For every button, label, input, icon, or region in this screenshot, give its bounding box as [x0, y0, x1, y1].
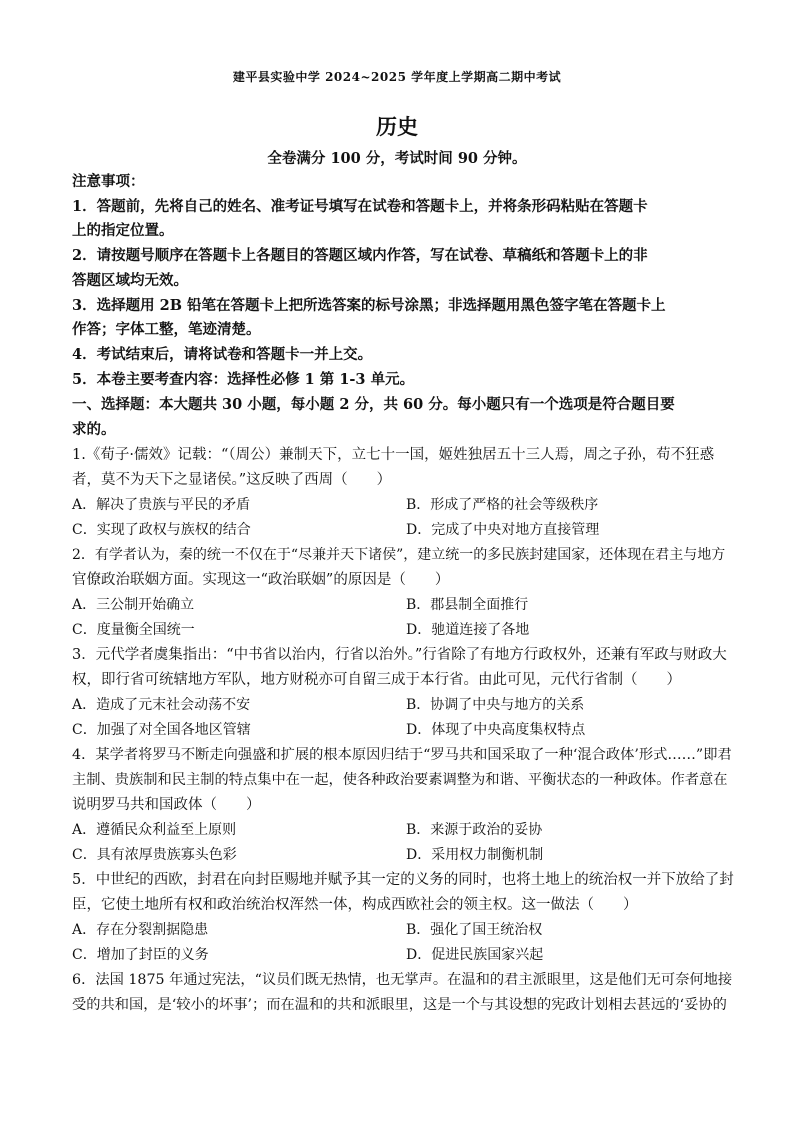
- note-line: 5．本卷主要考查内容：选择性必修 1 第 1-3 单元。: [72, 371, 415, 388]
- option-d: D．完成了中央对地方直接管理: [406, 522, 600, 538]
- notes-heading: 注意事项：: [72, 173, 145, 190]
- section-heading: 求的。: [72, 421, 116, 438]
- note-line: 答题区域均无效。: [72, 272, 188, 289]
- option-a: A．解决了贵族与平民的矛盾: [72, 497, 251, 513]
- question-stem: 6．法国 1875 年通过宪法，“议员们既无热情，也无掌声。在温和的君主派眼里，这是他们无可奈何地接: [72, 972, 733, 988]
- question-stem: 主制、贵族制和民主制的特点集中在一起，使各种政治要素调整为和谐、平衡状态的一种政体。作者意在: [72, 772, 728, 788]
- score-info: 全卷满分 100 分，考试时间 90 分钟。: [267, 150, 527, 167]
- option-c: C．具有浓厚贵族寡头色彩: [72, 847, 237, 863]
- question-stem: 臣，它使土地所有权和政治统治权浑然一体，构成西欧社会的领主权。这一做法（ ）: [72, 897, 638, 913]
- option-b: B．来源于政治的妥协: [406, 822, 543, 838]
- note-line: 4．考试结束后，请将试卷和答题卡一并上交。: [72, 346, 373, 363]
- question-stem: 5．中世纪的西欧，封君在向封臣赐地并赋予其一定的义务的同时，也将土地上的统治权一并下放给了封: [72, 872, 734, 888]
- question-stem: 1.《荀子·儒效》记载：“（周公）兼制天下，立七十一国，姬姓独居五十三人焉，周之子孙，苟不狂惑: [72, 447, 715, 463]
- option-a: A．三公制开始确立: [72, 597, 195, 613]
- option-c: C．加强了对全国各地区管辖: [72, 722, 251, 738]
- option-a: A．存在分裂割据隐患: [72, 922, 209, 938]
- note-line: 作答；字体工整，笔迹清楚。: [72, 321, 261, 338]
- option-d: D．体现了中央高度集权特点: [406, 722, 586, 738]
- option-c: C．实现了政权与族权的结合: [72, 522, 251, 538]
- option-d: D．驰道连接了各地: [406, 622, 530, 638]
- option-a: A．造成了元末社会动荡不安: [72, 697, 251, 713]
- note-line: 2．请按题号顺序在答题卡上各题目的答题区域内作答，写在试卷、草稿纸和答题卡上的非: [72, 247, 648, 264]
- note-line: 上的指定位置。: [72, 222, 174, 239]
- option-b: B．郡县制全面推行: [406, 597, 529, 613]
- question-stem: 权，即行省可统辖地方军队，地方财税亦可自留三成于本行省。由此可见，元代行省制（ ）: [72, 672, 681, 688]
- question-stem: 3．元代学者虞集指出：“中书省以治内，行省以治外。”行省除了有地方行政权外，还兼有军政与财政大: [72, 647, 727, 663]
- option-d: D．促进民族国家兴起: [406, 947, 544, 963]
- option-c: C．度量衡全国统一: [72, 622, 195, 638]
- question-stem: 说明罗马共和国政体（ ）: [72, 797, 261, 813]
- question-stem: 官僚政治联姻方面。实现这一“政治联姻”的原因是（ ）: [72, 572, 450, 588]
- question-stem: 受的共和国，是‘较小的坏事’；而在温和的共和派眼里，这是一个与其设想的宪政计划相去甚远的‘妥协的: [72, 997, 727, 1013]
- question-stem: 者，莫不为天下之显诸侯。”这反映了西周（ ）: [72, 472, 392, 488]
- option-d: D．采用权力制衡机制: [406, 847, 544, 863]
- question-stem: 2．有学者认为，秦的统一不仅在于“尽兼并天下诸侯”，建立统一的多民族封建国家，还体现在君主与地方: [72, 547, 726, 563]
- section-heading: 一、选择题：本大题共 30 小题，每小题 2 分，共 60 分。每小题只有一个选项是符合题目要: [72, 396, 675, 413]
- option-c: C．增加了封臣的义务: [72, 947, 209, 963]
- subject-title: 历史: [376, 114, 418, 139]
- option-b: B．强化了国王统治权: [406, 922, 543, 938]
- option-b: B．协调了中央与地方的关系: [406, 697, 585, 713]
- question-stem: 4．某学者将罗马不断走向强盛和扩展的根本原因归结于“罗马共和国采取了一种‘混合政体’形式……”即君: [72, 747, 732, 763]
- option-a: A．遵循民众利益至上原则: [72, 822, 237, 838]
- option-b: B．形成了严格的社会等级秩序: [406, 497, 599, 513]
- note-line: 3．选择题用 2B 铅笔在答题卡上把所选答案的标号涂黑；非选择题用黑色签字笔在答题卡上: [72, 297, 666, 314]
- note-line: 1．答题前，先将自己的姓名、准考证号填写在试卷和答题卡上，并将条形码粘贴在答题卡: [72, 198, 648, 215]
- exam-title: 建平县实验中学 2024~2025 学年度上学期高二期中考试: [232, 70, 562, 84]
